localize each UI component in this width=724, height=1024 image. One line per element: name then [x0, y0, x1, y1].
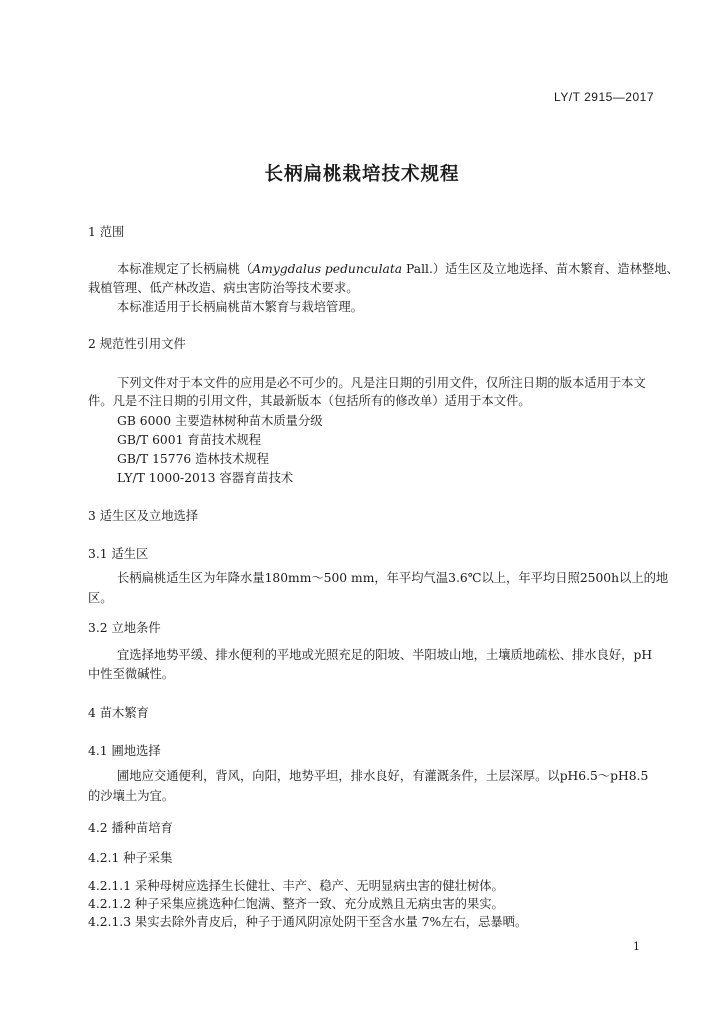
page-number: 1	[633, 940, 640, 953]
subsection-3-1-heading: 3.1 适生区	[88, 547, 149, 561]
subsection-4-1-heading: 4.1 圃地选择	[88, 744, 161, 758]
subsection-4-2-1-heading: 4.2.1 种子采集	[88, 851, 173, 865]
section-1-paragraph: 本标准适用于长柄扁桃苗木繁育与栽培管理。	[117, 300, 363, 314]
reference-item: GB 6000 主要造林树种苗木质量分级	[117, 414, 323, 428]
subsection-3-1-line: 长柄扁桃适生区为年降水量180mm～500 mm，年平均气温3.6℃以上，年平均日照2500h以上的地	[117, 571, 669, 585]
reference-item: LY/T 1000-2013 容器育苗技术	[117, 471, 294, 485]
reference-item: GB/T 6001 育苗技术规程	[117, 433, 262, 447]
subsection-4-2-heading: 4.2 播种苗培育	[88, 821, 173, 835]
section-1-heading: 1 范围	[88, 225, 125, 239]
section-2-paragraph-line: 件。凡是不注日期的引用文件，其最新版本（包括所有的修改单）适用于本文件。	[88, 394, 531, 408]
section-2-paragraph-line: 下列文件对于本文件的应用是必不可少的。凡是注日期的引用文件，仅所注日期的版本适用于本文	[117, 376, 646, 390]
reference-item: GB/T 15776 造林技术规程	[117, 452, 269, 466]
section-1-paragraph-line: 本标准规定了长柄扁桃（Amygdalus pedunculata Pall.）适生区及立地选择、苗木繁育、造林整地、	[117, 262, 679, 276]
clause-item: 4.2.1.2 种子采集应挑选种仁饱满、整齐一致、充分成熟且无病虫害的果实。	[88, 897, 504, 911]
section-2-heading: 2 规范性引用文件	[88, 337, 186, 351]
subsection-4-1-line: 的沙壤土为宜。	[88, 789, 175, 803]
section-3-heading: 3 适生区及立地选择	[88, 509, 199, 523]
subsection-3-2-heading: 3.2 立地条件	[88, 621, 161, 635]
subsection-3-2-line: 宜选择地势平缓、排水便利的平地或光照充足的阳坡、半阳坡山地，土壤质地疏松、排水良好，pH	[117, 648, 653, 662]
standard-code: LY/T 2915—2017	[554, 90, 654, 104]
section-1-paragraph-line: 栽植管理、低产林改造、病虫害防治等技术要求。	[88, 281, 359, 295]
section-4-heading: 4 苗木繁育	[88, 706, 149, 720]
subsection-3-2-line: 中性至微碱性。	[88, 667, 175, 681]
subsection-4-1-line: 圃地应交通便利，背风，向阳，地势平坦，排水良好，有灌溉条件，土层深厚。以pH6.5～pH8.5	[117, 769, 649, 783]
clause-item: 4.2.1.3 果实去除外青皮后，种子于通风阴凉处阴干至含水量 7%左右，忌暴晒。	[88, 915, 528, 929]
subsection-3-1-line: 区。	[88, 591, 113, 605]
document-title: 长柄扁桃栽培技术规程	[264, 164, 460, 185]
clause-item: 4.2.1.1 采种母树应选择生长健壮、丰产、稳产、无明显病虫害的健壮树体。	[88, 879, 504, 893]
